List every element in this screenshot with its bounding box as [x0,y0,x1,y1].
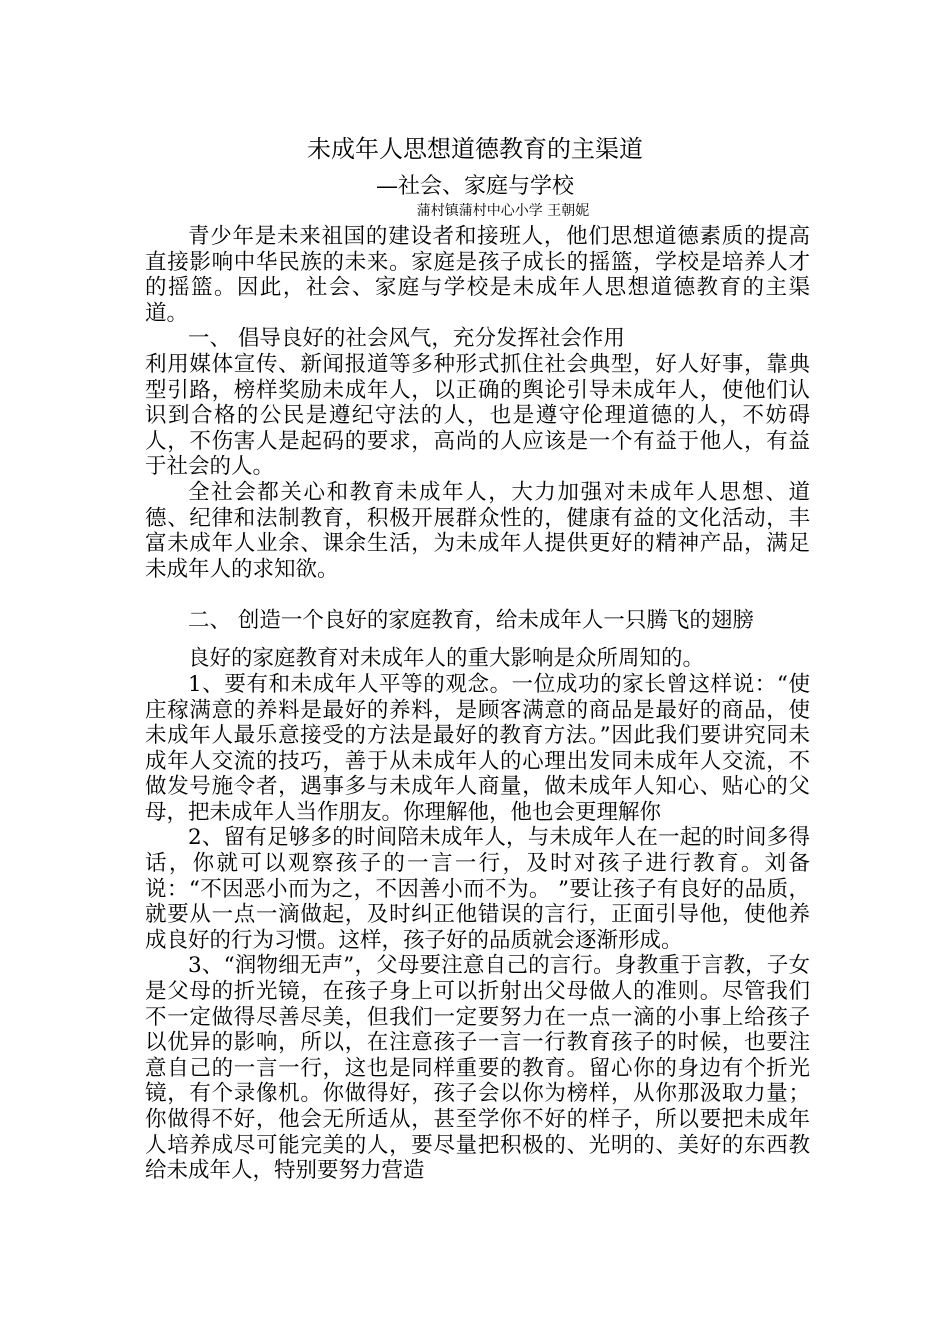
section-heading-1: 一、 倡导良好的社会风气，充分发挥社会作用 [188,326,625,352]
paragraph-family-point-1: 1、要有和未成年人平等的观念。一位成功的家长曾这样说：“使庄稼满意的养料是最好的养料，是顾客满意的商品是最好的商品，使未成年人最乐意接受的方法是最好的教育方法。”因此我们要讲究同未成年人交流的技巧，善于从未成年人的心理出发同未成年人交流，不做发号施令者，遇事多与未成年人商量，做未成年人知心、贴心的父母，把未成年人当作朋友。你理解他，他也会更理解你 [145,671,810,825]
paragraph-family-intro: 良好的家庭教育对未成年人的重大影响是众所周知的。 [188,646,705,672]
paragraph-intro: 青少年是未来祖国的建设者和接班人，他们思想道德素质的提高直接影响中华民族的未来。家庭是孩子成长的摇篮，学校是培养人才的摇篮。因此，社会、家庭与学校是未成年人思想道德教育的主渠道。 [145,224,810,326]
document-subtitle: —社会、家庭与学校 [375,174,574,199]
section-heading-2: 二、 创造一个良好的家庭教育，给未成年人一只腾飞的翅膀 [188,608,754,634]
paragraph-society-1: 利用媒体宣传、新闻报道等多种形式抓住社会典型，好人好事，靠典型引路，榜样奖励未成年人，以正确的舆论引导未成年人，使他们认识到合格的公民是遵纪守法的人，也是遵守伦理道德的人，不妨碍人，不伤害人是起码的要求，高尚的人应该是一个有益于他人，有益于社会的人。 [145,351,810,480]
paragraph-family-point-3: 3、“润物细无声”，父母要注意自己的言行。身教重于言教，子女是父母的折光镜，在孩子身上可以折射出父母做人的准则。尽管我们不一定做得尽善尽美，但我们一定要努力在一点一滴的小事上给孩子以优异的影响，所以，在注意孩子一言一行教育孩子的时候，也要注意自己的一言一行，这也是同样重要的教育。留心你的身边有个折光镜，有个录像机。你做得好，孩子会以你为榜样，从你那汲取力量；你做得不好，他会无所适从，甚至学你不好的样子，所以要把未成年人培养成尽可能完美的人，要尽量把积极的、光明的、美好的东西教给未成年人，特别要努力营造 [145,953,810,1184]
document-body [145,224,810,1184]
paragraph-family-point-2: 2、留有足够多的时间陪未成年人，与未成年人在一起的时间多得话，你就可以观察孩子的一言一行，及时对孩子进行教育。刘备说：“不因恶小而为之，不因善小而不为。 ”要让孩子有良好的品质，就要从一点一滴做起，及时纠正他错误的言行，正面引导他，使他养成良好的行为习惯。这样，孩子好的品质就会逐渐形成。 [145,825,810,953]
paragraph-society-2: 全社会都关心和教育未成年人，大力加强对未成年人思想、道德、纪律和法制教育，积极开展群众性的，健康有益的文化活动，丰富未成年人业余、课余生活，为未成年人提供更好的精神产品，满足未成年人的求知欲。 [145,479,810,582]
document-title: 未成年人思想道德教育的主渠道 [307,135,643,163]
document-author: 蒲村镇蒲村中心小学 王朝妮 [416,203,590,219]
